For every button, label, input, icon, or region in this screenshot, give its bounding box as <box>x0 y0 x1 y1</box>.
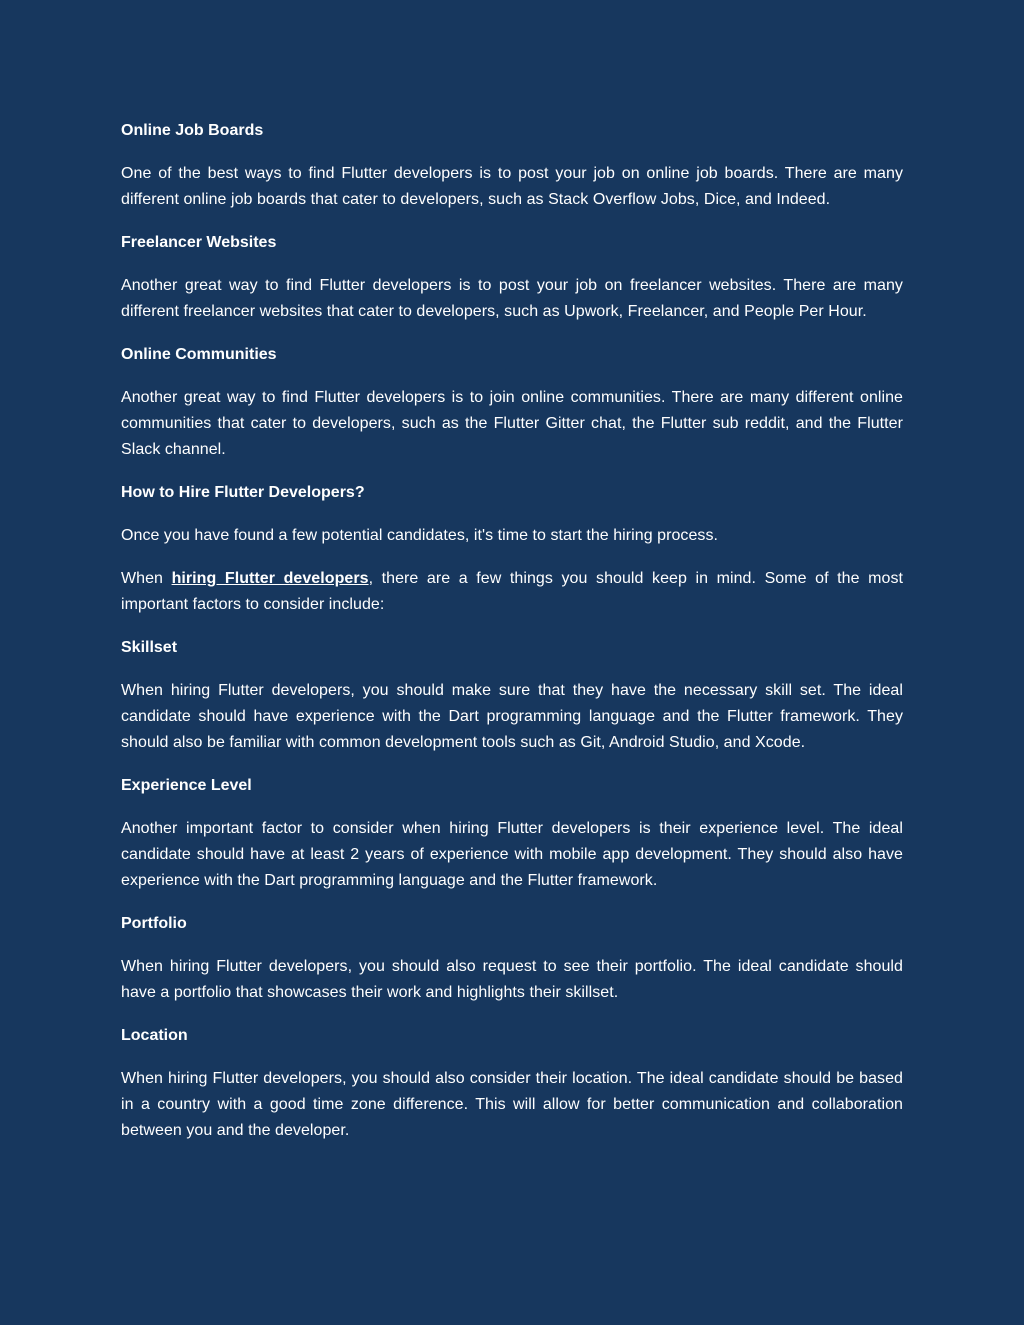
paragraph-freelancer-websites: Another great way to find Flutter developers is to post your job on freelancer websites. There are many different freelancer websites that cater to developers, such as Upwork, Freelancer, and People Per Hour. <box>121 277 903 320</box>
document-page <box>121 118 903 1161</box>
heading-portfolio: Portfolio <box>121 915 187 932</box>
paragraph-skillset: When hiring Flutter developers, you should make sure that they have the necessary skill set. The ideal candidate should have experience with the Dart programming language and the Flutter framework. They should also be familiar with common development tools such as Git, Android Studio, and Xcode. <box>121 682 903 751</box>
heading-experience-level: Experience Level <box>121 777 252 794</box>
heading-how-to-hire: How to Hire Flutter Developers? <box>121 484 365 501</box>
paragraph-online-job-boards: One of the best ways to find Flutter developers is to post your job on online job boards. There are many different online job boards that cater to developers, such as Stack Overflow Jobs, Dice, and Indeed. <box>121 165 903 208</box>
paragraph-experience-level: Another important factor to consider when hiring Flutter developers is their experience level. The ideal candidate should have at least 2 years of experience with mobile app development. They should also have experience with the Dart programming language and the Flutter framework. <box>121 820 903 889</box>
heading-location: Location <box>121 1027 188 1044</box>
hiring-factors-suffix: , there are a few things you should keep in mind. Some of the most important factors to consider include: <box>121 570 903 613</box>
heading-freelancer-websites: Freelancer Websites <box>121 234 277 251</box>
heading-online-job-boards: Online Job Boards <box>121 122 264 139</box>
heading-online-communities: Online Communities <box>121 346 277 363</box>
paragraph-online-communities: Another great way to find Flutter developers is to join online communities. There are many different online communities that cater to developers, such as the Flutter Gitter chat, the Flutter sub reddit, and the Flutter Slack channel. <box>121 389 903 458</box>
paragraph-portfolio: When hiring Flutter developers, you should also request to see their portfolio. The ideal candidate should have a portfolio that showcases their work and highlights their skillset. <box>121 958 903 1001</box>
hiring-factors-prefix: When <box>121 570 172 587</box>
paragraph-hiring-factors <box>121 566 903 618</box>
paragraph-hiring-process: Once you have found a few potential candidates, it's time to start the hiring process. <box>121 527 719 544</box>
paragraph-location: When hiring Flutter developers, you should also consider their location. The ideal candidate should be based in a country with a good time zone difference. This will allow for better communication and collaboration between you and the developer. <box>121 1070 903 1139</box>
heading-skillset: Skillset <box>121 639 178 656</box>
hiring-flutter-developers-link[interactable]: hiring Flutter developers <box>171 570 369 587</box>
